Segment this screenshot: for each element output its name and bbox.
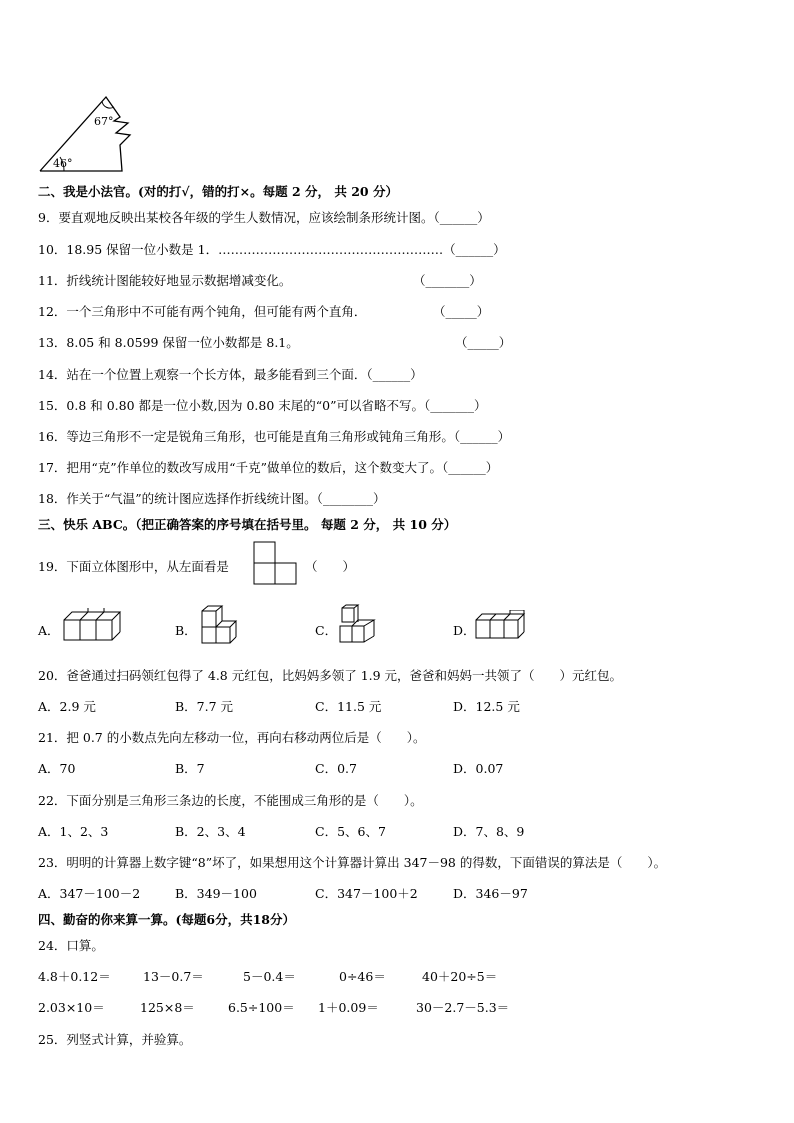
q24-calc-8: 6.5÷100＝ (228, 1000, 295, 1015)
q21-text: 21．把 0.7 的小数点先向左移动一位，再向右移动两位后是（ ）。 (38, 730, 426, 745)
section-3-title: 三、快乐 ABC。（把正确答案的序号填在括号里。 每题 2 分， 共 10 分） (38, 517, 457, 532)
judge-item-13: 13．8.05 和 8.0599 保留一位小数都是 8.1。 (38, 335, 299, 350)
q19-option-c-label[interactable]: C． (315, 623, 338, 638)
q19-left-view-figure (253, 541, 299, 585)
judge-item-17: 17．把用“克”作单位的数改写成用“千克”做单位的数后，这个数变大了。（______） (38, 460, 499, 475)
q19-option-a-label[interactable]: A． (38, 623, 60, 638)
q20-option-c[interactable]: C．11.5 元 (315, 699, 382, 714)
q20-option-a[interactable]: A．2.9 元 (38, 699, 96, 714)
triangle-figure (36, 95, 136, 175)
q22-option-b[interactable]: B．2、3、4 (175, 824, 246, 839)
judge-item-10: 10．18.95 保留一位小数是 1．………………………………………………（______） (38, 242, 506, 257)
judge-item-16: 16．等边三角形不一定是锐角三角形，也可能是直角三角形或钝角三角形。（______） (38, 429, 511, 444)
q19-text: 19．下面立体图形中，从左面看是 (38, 559, 229, 574)
q22-option-d[interactable]: D．7、8、9 (453, 824, 525, 839)
q24-calc-10: 30－2.7－5.3＝ (416, 1000, 510, 1015)
q24-calc-5: 40＋20÷5＝ (422, 969, 498, 984)
q21-option-d[interactable]: D．0.07 (453, 761, 504, 776)
judge-item-11-paren[interactable]: （_______） (413, 273, 482, 288)
angle-bottom-label: 46° (53, 157, 73, 170)
q24-calc-3: 5－0.4＝ (243, 969, 296, 984)
section-4-title: 四、勤奋的你来算一算。(每题6分，共18分） (38, 912, 296, 927)
q19-option-b-figure (198, 605, 242, 645)
q24-calc-2: 13－0.7＝ (143, 969, 204, 984)
q23-option-c[interactable]: C．347－100＋2 (315, 886, 418, 901)
q23-option-d[interactable]: D．346－97 (453, 886, 528, 901)
q20-option-b[interactable]: B．7.7 元 (175, 699, 234, 714)
judge-item-15: 15．0.8 和 0.80 都是一位小数,因为 0.80 末尾的“0”可以省略不写。（_______） (38, 398, 487, 413)
q20-text: 20．爸爸通过扫码领红包得了 4.8 元红包，比妈妈多领了 1.9 元，爸爸和妈妈一共领了（ ）元红包。 (38, 668, 623, 683)
q20-option-d[interactable]: D．12.5 元 (453, 699, 520, 714)
judge-item-13-paren[interactable]: （_____） (455, 335, 512, 350)
judge-item-12: 12．一个三角形中不可能有两个钝角，但可能有两个直角． (38, 304, 367, 319)
angle-top-label: 67° (94, 115, 114, 128)
q22-option-c[interactable]: C．5、6、7 (315, 824, 386, 839)
judge-item-11: 11．折线统计图能较好地显示数据增减变化。 (38, 273, 292, 288)
q23-text: 23．明明的计算器上数字键“8”坏了，如果想用这个计算器计算出 347－98 的得数，下面错误的算法是（ ）。 (38, 855, 667, 870)
q24-text: 24．口算。 (38, 938, 104, 953)
q19-answer-paren[interactable]: （ ） (305, 559, 356, 574)
q24-calc-7: 125×8＝ (140, 1000, 195, 1015)
q24-calc-1: 4.8＋0.12＝ (38, 969, 111, 984)
judge-item-14: 14．站在一个位置上观察一个长方体，最多能看到三个面．（______） (38, 367, 423, 382)
q19-option-b-label[interactable]: B． (175, 623, 197, 638)
q24-calc-4: 0÷46＝ (339, 969, 386, 984)
judge-item-9: 9．要直观地反映出某校各年级的学生人数情况，应该绘制条形统计图。（______） (38, 210, 490, 225)
q24-calc-6: 2.03×10＝ (38, 1000, 105, 1015)
q19-option-d-figure (474, 610, 536, 642)
q21-option-a[interactable]: A．70 (38, 761, 76, 776)
q23-option-b[interactable]: B．349－100 (175, 886, 257, 901)
q22-option-a[interactable]: A．1、2、3 (38, 824, 109, 839)
q19-option-a-figure (62, 608, 122, 644)
q19-option-d-label[interactable]: D． (453, 623, 476, 638)
q21-option-b[interactable]: B．7 (175, 761, 205, 776)
q19-option-c-figure (336, 604, 378, 646)
q25-text: 25．列竖式计算，并验算。 (38, 1032, 192, 1047)
q24-calc-9: 1＋0.09＝ (318, 1000, 379, 1015)
q22-text: 22．下面分别是三角形三条边的长度，不能围成三角形的是（ ）。 (38, 793, 423, 808)
judge-item-12-paren[interactable]: （_____） (433, 304, 490, 319)
q21-option-c[interactable]: C．0.7 (315, 761, 357, 776)
section-2-title: 二、我是小法官。(对的打√，错的打×。每题 2 分， 共 20 分） (38, 184, 398, 199)
q23-option-a[interactable]: A．347－100－2 (38, 886, 141, 901)
judge-item-18: 18．作关于“气温”的统计图应选择作折线统计图。（________） (38, 491, 386, 506)
